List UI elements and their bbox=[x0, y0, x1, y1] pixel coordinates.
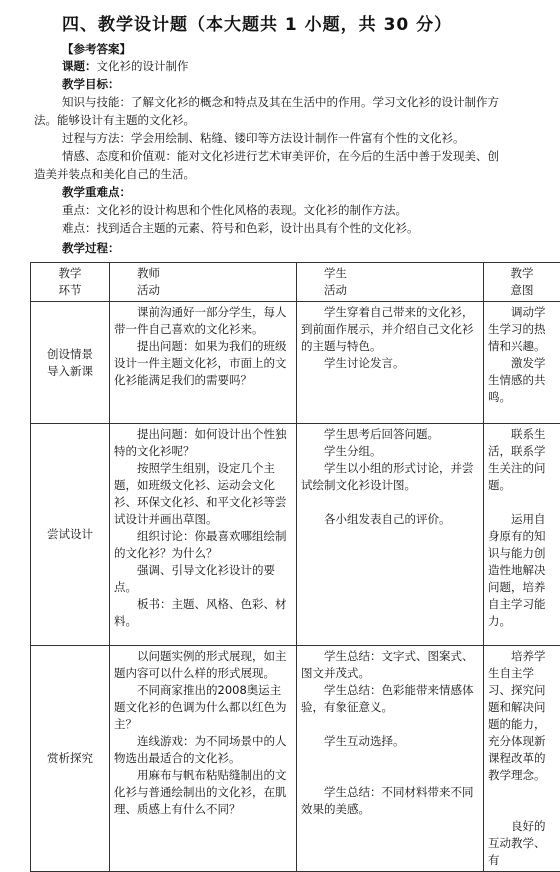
intent-cell bbox=[484, 646, 560, 872]
goal-process: 过程与方法：学会用绘制、粘缝、镂印等方法设计制作一件富有个性的文化衫。 bbox=[62, 131, 465, 146]
stage-cell bbox=[31, 424, 110, 646]
student-paragraph: 学生思考后回答问题。 bbox=[301, 426, 479, 443]
table-row bbox=[31, 302, 560, 424]
topic-text: 文化衫的设计制作 bbox=[97, 59, 189, 73]
stage-cell bbox=[31, 302, 110, 424]
teacher-paragraph: 不同商家推出的2008奥运主题文化衫的色调为什么都以红色为主？ bbox=[114, 682, 292, 733]
topic-label: 课题： bbox=[62, 59, 97, 73]
intent-paragraph: 良好的互动教学、有 bbox=[488, 818, 556, 869]
header-stage-line2: 环节 bbox=[35, 282, 105, 299]
header-student bbox=[297, 263, 484, 302]
student-paragraph: 各小组发表自己的评价。 bbox=[301, 511, 479, 528]
student-paragraph: 学生互动选择。 bbox=[301, 733, 479, 750]
teacher-paragraph: 组织讨论：你最喜欢哪组绘制的文化衫？为什么？ bbox=[114, 528, 292, 562]
teacher-paragraph: 按照学生组别，设定几个主题，如班级文化衫、运动会文化衫、环保文化衫、和平文化衫等尝试设计并画出草图。 bbox=[114, 460, 292, 528]
stage-name-line1: 尝试设计 bbox=[35, 526, 105, 543]
student-paragraph: 学生总结：色彩能带来情感体验，有象征意义。 bbox=[301, 682, 479, 716]
table-header-row bbox=[31, 263, 560, 302]
difficulty-text: 难点：找到适合主题的元素、符号和色彩，设计出具有个性的文化衫。 bbox=[62, 221, 419, 236]
stage-name-line2: 导入新课 bbox=[35, 363, 105, 380]
header-student-line1: 学生 bbox=[301, 265, 479, 282]
teacher-activity-cell bbox=[110, 424, 297, 646]
spacer bbox=[301, 716, 479, 733]
teacher-paragraph: 连线游戏：为不同场景中的人物选出最适合的文化衫。 bbox=[114, 733, 292, 767]
intent-cell bbox=[484, 302, 560, 424]
header-stage bbox=[31, 263, 110, 302]
topic-line bbox=[62, 59, 189, 74]
spacer bbox=[488, 801, 556, 818]
intent-paragraph: 培养学生自主学习、探究问题和解决问题的能力，充分体现新课程改革的教学理念。 bbox=[488, 648, 556, 784]
student-activity-cell bbox=[297, 424, 484, 646]
teacher-paragraph: 提出问题：如何设计出个性独特的文化衫呢？ bbox=[114, 426, 292, 460]
teacher-paragraph: 强调、引导文化衫设计的要点。 bbox=[114, 562, 292, 596]
student-activity-cell bbox=[297, 302, 484, 424]
teacher-paragraph: 提出问题：如果为我们的班级设计一件主题文化衫，市面上的文化衫能满足我们的需要吗？ bbox=[114, 338, 292, 389]
goals-heading: 教学目标： bbox=[62, 77, 120, 92]
header-teacher bbox=[110, 263, 297, 302]
table-row bbox=[31, 646, 560, 872]
section-title: 四、教学设计题（本大题共 1 小题，共 30 分） bbox=[62, 10, 452, 35]
goal-emotion-line1: 情感、态度和价值观：能对文化衫进行艺术审美评价，在今后的生活中善于发现美、创 bbox=[62, 149, 499, 164]
header-teacher-line2: 活动 bbox=[114, 282, 292, 299]
student-paragraph: 学生总结：文字式、图案式、图文并茂式。 bbox=[301, 648, 479, 682]
table-row bbox=[31, 424, 560, 646]
goal-knowledge-line2: 法。能够设计有主题的文化衫。 bbox=[34, 113, 195, 128]
teacher-paragraph: 课前沟通好一部分学生，每人带一件自己喜欢的文化衫来。 bbox=[114, 304, 292, 338]
student-paragraph: 学生总结：不同材料带来不同效果的美感。 bbox=[301, 784, 479, 818]
stage-name-line1: 赏析探究 bbox=[35, 750, 105, 767]
header-intent-line1: 教学 bbox=[488, 265, 556, 282]
intent-paragraph: 调动学生学习的热情和兴趣。 bbox=[488, 304, 556, 355]
spacer bbox=[301, 750, 479, 767]
intent-paragraph: 激发学生情感的共鸣。 bbox=[488, 355, 556, 406]
student-paragraph: 学生分组。 bbox=[301, 443, 479, 460]
header-intent bbox=[484, 263, 560, 302]
header-stage-line1: 教学 bbox=[35, 265, 105, 282]
lesson-plan-table bbox=[30, 262, 560, 872]
intent-paragraph: 联系生活，联系学生关注的问题。 bbox=[488, 426, 556, 494]
spacer bbox=[301, 494, 479, 511]
student-paragraph: 学生讨论发言。 bbox=[301, 355, 479, 372]
teacher-paragraph: 以问题实例的形式展现，如主题内容可以什么样的形式展现。 bbox=[114, 648, 292, 682]
keypoint-text: 重点：文化衫的设计构思和个性化风格的表现。文化衫的制作方法。 bbox=[62, 203, 407, 218]
answer-tag: 【参考答案】 bbox=[62, 42, 131, 57]
teacher-activity-cell bbox=[110, 646, 297, 872]
header-teacher-line1: 教师 bbox=[114, 265, 292, 282]
stage-cell bbox=[31, 646, 110, 872]
keypoints-heading: 教学重难点： bbox=[62, 185, 131, 200]
spacer bbox=[488, 494, 556, 511]
spacer bbox=[301, 767, 479, 784]
header-student-line2: 活动 bbox=[301, 282, 479, 299]
intent-paragraph: 运用自身原有的知识与能力创造性地解决问题，培养自主学习能力。 bbox=[488, 511, 556, 630]
teacher-paragraph: 板书：主题、风格、色彩、材料。 bbox=[114, 596, 292, 630]
student-paragraph: 学生以小组的形式讨论，并尝试绘制文化衫设计图。 bbox=[301, 460, 479, 494]
process-heading: 教学过程： bbox=[62, 241, 120, 256]
spacer bbox=[488, 784, 556, 801]
teacher-paragraph: 用麻布与帆布粘贴缝制出的文化衫与普通绘制出的文化衫，在肌理、质感上有什么不同？ bbox=[114, 767, 292, 818]
header-intent-line2: 意图 bbox=[488, 282, 556, 299]
teacher-activity-cell bbox=[110, 302, 297, 424]
stage-name-line1: 创设情景 bbox=[35, 346, 105, 363]
student-activity-cell bbox=[297, 646, 484, 872]
intent-cell bbox=[484, 424, 560, 646]
goal-emotion-line2: 造美并装点和美化自己的生活。 bbox=[34, 167, 195, 182]
student-paragraph: 学生穿着自己带来的文化衫，到前面作展示，并介绍自己文化衫的主题与特色。 bbox=[301, 304, 479, 355]
goal-knowledge-line1: 知识与技能：了解文化衫的概念和特点及其在生活中的作用。学习文化衫的设计制作方 bbox=[62, 95, 499, 110]
